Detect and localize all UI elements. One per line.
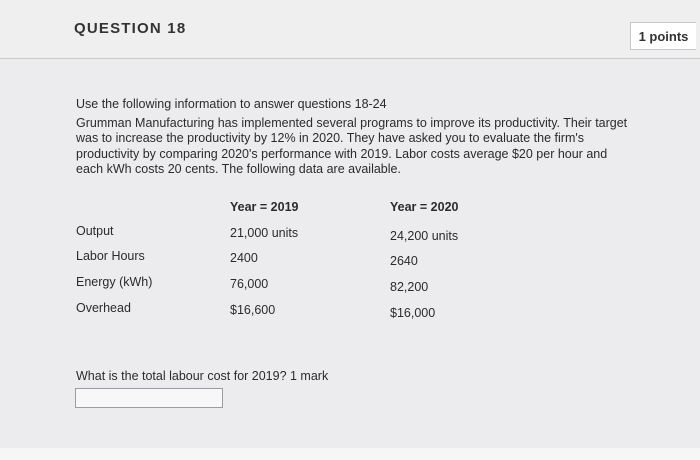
cell-output-2020: 24,200 units xyxy=(390,229,459,243)
points-badge: 1 points xyxy=(630,22,696,50)
row-label-energy: Energy (kWh) xyxy=(76,275,153,289)
column-header-2019: Year = 2019 xyxy=(230,200,299,214)
cell-overhead-2019: $16,600 xyxy=(230,303,276,317)
cell-labor-hours-2020: 2640 xyxy=(390,254,418,268)
answer-input[interactable] xyxy=(75,388,223,408)
cell-labor-hours-2019: 2400 xyxy=(230,251,258,265)
cell-energy-2019: 76,000 xyxy=(230,277,269,291)
intro-line: Use the following information to answer questions 18-24 xyxy=(76,97,387,111)
cell-overhead-2020: $16,000 xyxy=(390,306,436,320)
question-intro xyxy=(76,97,636,178)
question-title: QUESTION 18 xyxy=(74,20,187,37)
sub-question-text: What is the total labour cost for 2019? 1 mark xyxy=(76,369,329,383)
bottom-strip xyxy=(0,448,700,460)
row-label-labor-hours: Labor Hours xyxy=(76,249,145,263)
question-header xyxy=(0,0,700,59)
column-header-2020: Year = 2020 xyxy=(390,200,459,214)
cell-output-2019: 21,000 units xyxy=(230,226,299,240)
row-label-output: Output xyxy=(76,224,114,238)
cell-energy-2020: 82,200 xyxy=(390,280,429,294)
row-label-overhead: Overhead xyxy=(76,301,131,315)
intro-paragraph: Grumman Manufacturing has implemented several programs to improve its productivity. Their target was to increase the productivity by 12% in 2020. They have asked you to evaluate the firm's productivity by comparing 2020's performance with 2019. Labor costs average $20 per hour and each kWh costs 20 cents. The following data are available. xyxy=(76,115,628,176)
